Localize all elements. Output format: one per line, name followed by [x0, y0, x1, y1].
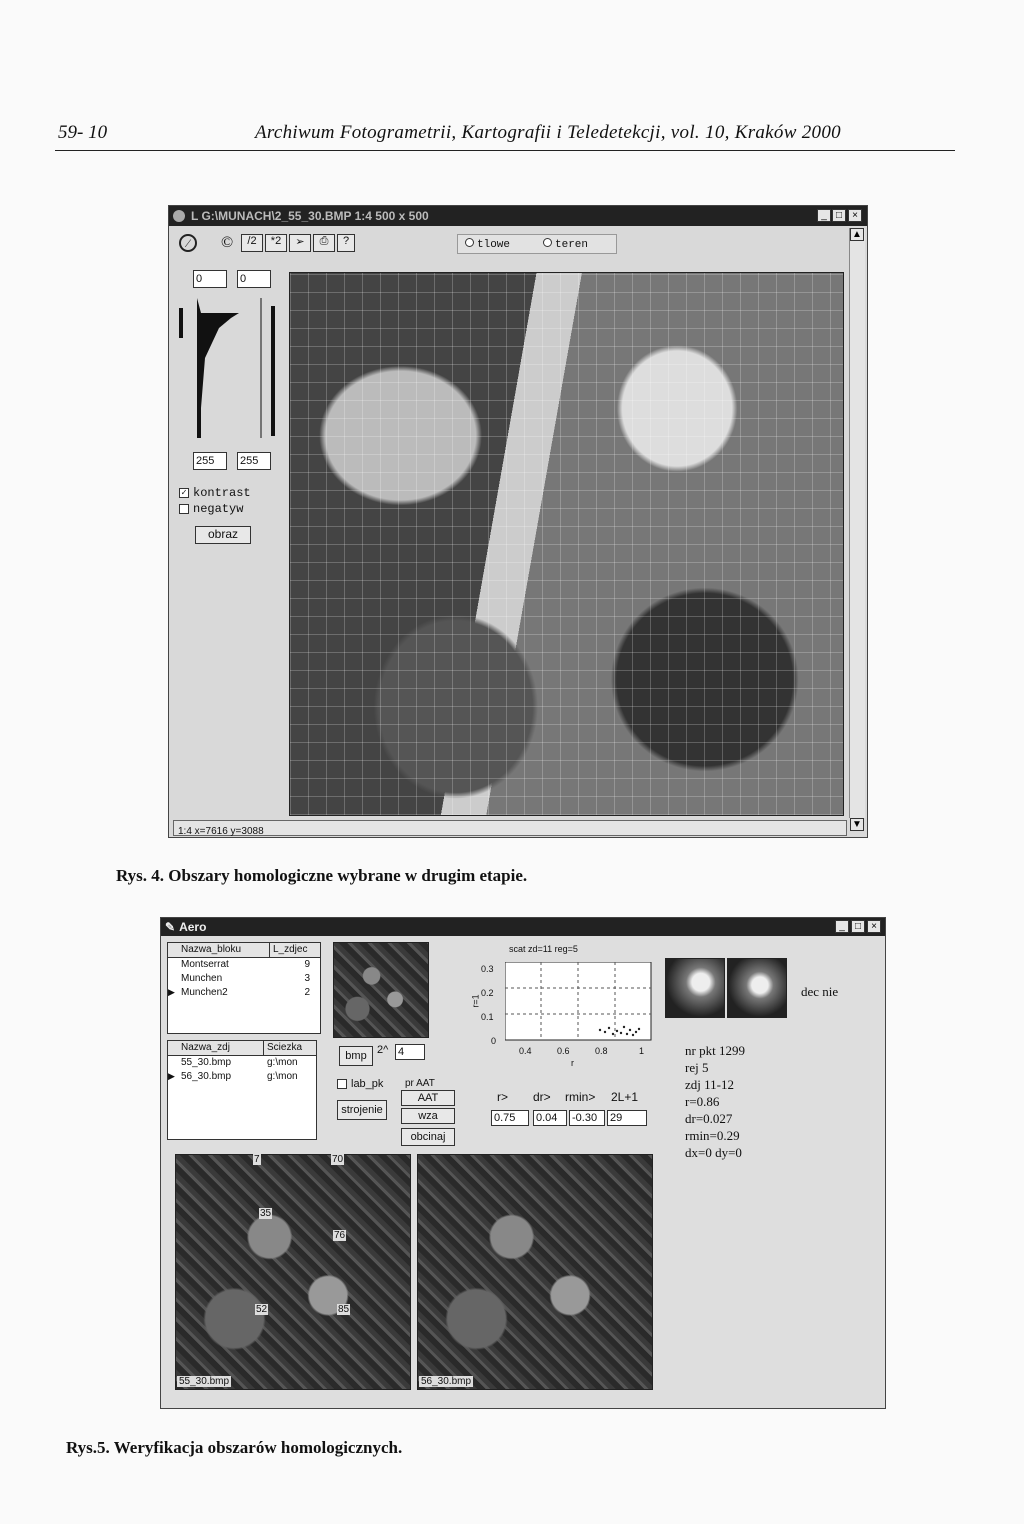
row-pointer-icon: ▶	[168, 987, 175, 997]
photo-path: g:\mon	[267, 1057, 298, 1068]
photos-header-path[interactable]: Sciezka	[267, 1042, 303, 1053]
maximize-button[interactable]: □	[832, 209, 846, 222]
stat-line: nr pkt 1299	[685, 1043, 745, 1058]
right-image-label: 56_30.bmp	[421, 1376, 472, 1387]
radio-tlowe[interactable]	[465, 238, 510, 251]
fig5-titlebar	[161, 918, 885, 936]
stat-line: r=0.86	[685, 1094, 720, 1109]
stats-panel	[685, 1042, 745, 1161]
vertical-scrollbar[interactable]	[849, 228, 865, 818]
photos-table	[167, 1040, 317, 1140]
status-bar	[173, 820, 847, 836]
table-row[interactable]	[168, 1056, 316, 1070]
min-right-input[interactable]: 0	[237, 270, 271, 288]
scroll-up-icon[interactable]: ▲	[850, 228, 864, 241]
photo-name: 55_30.bmp	[181, 1057, 232, 1068]
max-right-input[interactable]: 255	[237, 452, 271, 470]
max-left-input[interactable]: 255	[193, 452, 227, 470]
stat-line: dr=0.027	[685, 1111, 733, 1126]
param-label: r>	[497, 1090, 509, 1104]
minimize-button[interactable]: _	[817, 209, 831, 222]
pr-aat-label: pr AAT	[405, 1078, 435, 1089]
photo-path: g:\mon	[267, 1071, 298, 1082]
negatyw-checkbox[interactable]	[179, 502, 243, 516]
plot-ytick: 0.2	[481, 988, 494, 998]
dec-label: dec nie	[801, 984, 839, 999]
fig5-caption: Rys.5. Weryfikacja obszarów homologicznych.	[66, 1438, 403, 1457]
block-count: 9	[304, 959, 310, 970]
lab-pk-checkbox[interactable]	[337, 1078, 383, 1090]
fig5-window-title: Aero	[179, 920, 207, 934]
plot-area	[505, 962, 653, 1042]
right-stereo-image[interactable]	[417, 1154, 653, 1390]
table-row[interactable]	[168, 986, 320, 1000]
radio-tlowe-label: tlowe	[477, 239, 511, 251]
pow-input[interactable]: 4	[395, 1044, 425, 1060]
fig5-window	[160, 917, 886, 1409]
min-left-input[interactable]: 0	[193, 270, 227, 288]
fig4-window-title: L G:\MUNACH\2_55_30.BMP 1:4 500 x 500	[191, 209, 429, 223]
radio-teren[interactable]	[543, 238, 588, 251]
wza-button[interactable]: wza	[401, 1108, 455, 1124]
left-stereo-image[interactable]	[175, 1154, 411, 1390]
block-name: Munchen2	[181, 987, 228, 998]
stat-line: dx=0 dy=0	[685, 1145, 742, 1160]
param-label: rmin>	[565, 1090, 596, 1104]
page-number: 59- 10	[58, 122, 108, 143]
status-text: 1:4 x=7616 y=3088	[178, 826, 264, 837]
close-button[interactable]: ×	[848, 209, 862, 222]
fig5-close-button[interactable]: ×	[867, 920, 881, 933]
param-dr-input[interactable]: 0.04	[533, 1110, 567, 1126]
point-marker[interactable]: 35	[260, 1208, 272, 1219]
zoom-div2-button[interactable]: /2	[241, 234, 263, 252]
block-name: Munchen	[181, 973, 223, 984]
aerial-image[interactable]	[289, 272, 844, 816]
plot-title: scat zd=11 reg=5	[509, 944, 578, 954]
param-2l1-input[interactable]: 29	[607, 1110, 647, 1126]
lab-pk-label: lab_pk	[351, 1078, 384, 1090]
radio-teren-label: teren	[555, 239, 589, 251]
plot-xtick: 0.8	[595, 1046, 608, 1056]
bmp-button[interactable]: bmp	[339, 1046, 373, 1066]
blocks-header-name[interactable]: Nazwa_bloku	[178, 943, 270, 957]
plot-ytick: 0.3	[481, 964, 494, 974]
histogram-svg	[179, 298, 275, 438]
arrow-icon[interactable]: ➢	[289, 234, 311, 252]
plot-ytick: 0	[491, 1036, 497, 1046]
obcinaj-button[interactable]: obcinaj	[401, 1128, 455, 1146]
scatter-plot	[461, 942, 657, 1072]
table-row[interactable]	[168, 1070, 316, 1084]
kontrast-label: kontrast	[193, 486, 251, 500]
scroll-down-icon[interactable]: ▼	[850, 818, 864, 831]
fig4-titlebar	[169, 206, 867, 226]
obraz-button[interactable]: obraz	[195, 526, 251, 544]
block-thumbnail[interactable]	[333, 942, 429, 1038]
table-row[interactable]	[168, 958, 320, 972]
left-image-label: 55_30.bmp	[179, 1376, 230, 1387]
photo-name: 56_30.bmp	[181, 1071, 232, 1082]
help-button[interactable]: ?	[337, 234, 355, 252]
journal-header: Archiwum Fotogrametrii, Kartografii i Teledetekcji, vol. 10, Kraków 2000	[255, 122, 841, 143]
photos-header-name[interactable]: Nazwa_zdj	[178, 1041, 264, 1055]
param-label: dr>	[533, 1090, 551, 1104]
point-marker[interactable]: 7	[254, 1154, 260, 1165]
point-marker[interactable]: 70	[332, 1154, 344, 1165]
block-count: 3	[304, 973, 310, 984]
plot-xtick: 1	[639, 1046, 645, 1056]
pencil-icon[interactable]: ⁄	[179, 234, 197, 252]
fig4-caption: Rys. 4. Obszary homologiczne wybrane w drugim etapie.	[116, 866, 528, 885]
stat-line: rej 5	[685, 1060, 709, 1075]
param-r-input[interactable]: 0.75	[491, 1110, 529, 1126]
stat-line: rmin=0.29	[685, 1128, 740, 1143]
plot-xtick: 0.6	[557, 1046, 570, 1056]
negatyw-label: negatyw	[193, 502, 244, 516]
zoom-mul2-button[interactable]: *2	[265, 234, 287, 252]
param-label: 2L+1	[611, 1090, 639, 1104]
plot-ylabel: r=1	[470, 994, 481, 1008]
patch-right-image	[727, 958, 787, 1018]
point-marker[interactable]: 85	[338, 1304, 350, 1315]
block-name: Montserrat	[181, 959, 229, 970]
header-rule	[55, 150, 955, 151]
point-marker[interactable]: 52	[256, 1304, 268, 1315]
fig4-toolbar	[173, 230, 863, 256]
copyright-icon[interactable]: ©	[221, 234, 234, 251]
kontrast-checkbox[interactable]	[179, 486, 251, 500]
param-rmin-input[interactable]: -0.30	[569, 1110, 605, 1126]
block-count: 2	[304, 987, 310, 998]
row-pointer-icon: ▶	[168, 1071, 175, 1081]
fig5-maximize-button[interactable]: □	[851, 920, 865, 933]
printer-icon[interactable]: ⎙	[313, 234, 335, 252]
histogram	[179, 298, 275, 438]
table-row[interactable]	[168, 972, 320, 986]
plot-ytick: 0.1	[481, 1012, 494, 1022]
fig4-window	[168, 205, 868, 838]
blocks-header-count[interactable]: L_zdjec	[273, 944, 308, 955]
strojenie-button[interactable]: strojenie	[337, 1100, 387, 1120]
plot-xlabel: r	[571, 1058, 574, 1068]
plot-xtick: 0.4	[519, 1046, 532, 1056]
patch-left-image	[665, 958, 725, 1018]
point-marker[interactable]: 76	[334, 1230, 346, 1241]
pow-label: 2^	[377, 1044, 389, 1056]
blocks-table	[167, 942, 321, 1034]
stat-line: zdj 11-12	[685, 1077, 734, 1092]
aat-button[interactable]: AAT	[401, 1090, 455, 1106]
app-icon	[173, 210, 185, 222]
check-icon: ✓	[179, 488, 189, 498]
tool-icon: ✎	[165, 920, 176, 934]
fig5-minimize-button[interactable]: _	[835, 920, 849, 933]
